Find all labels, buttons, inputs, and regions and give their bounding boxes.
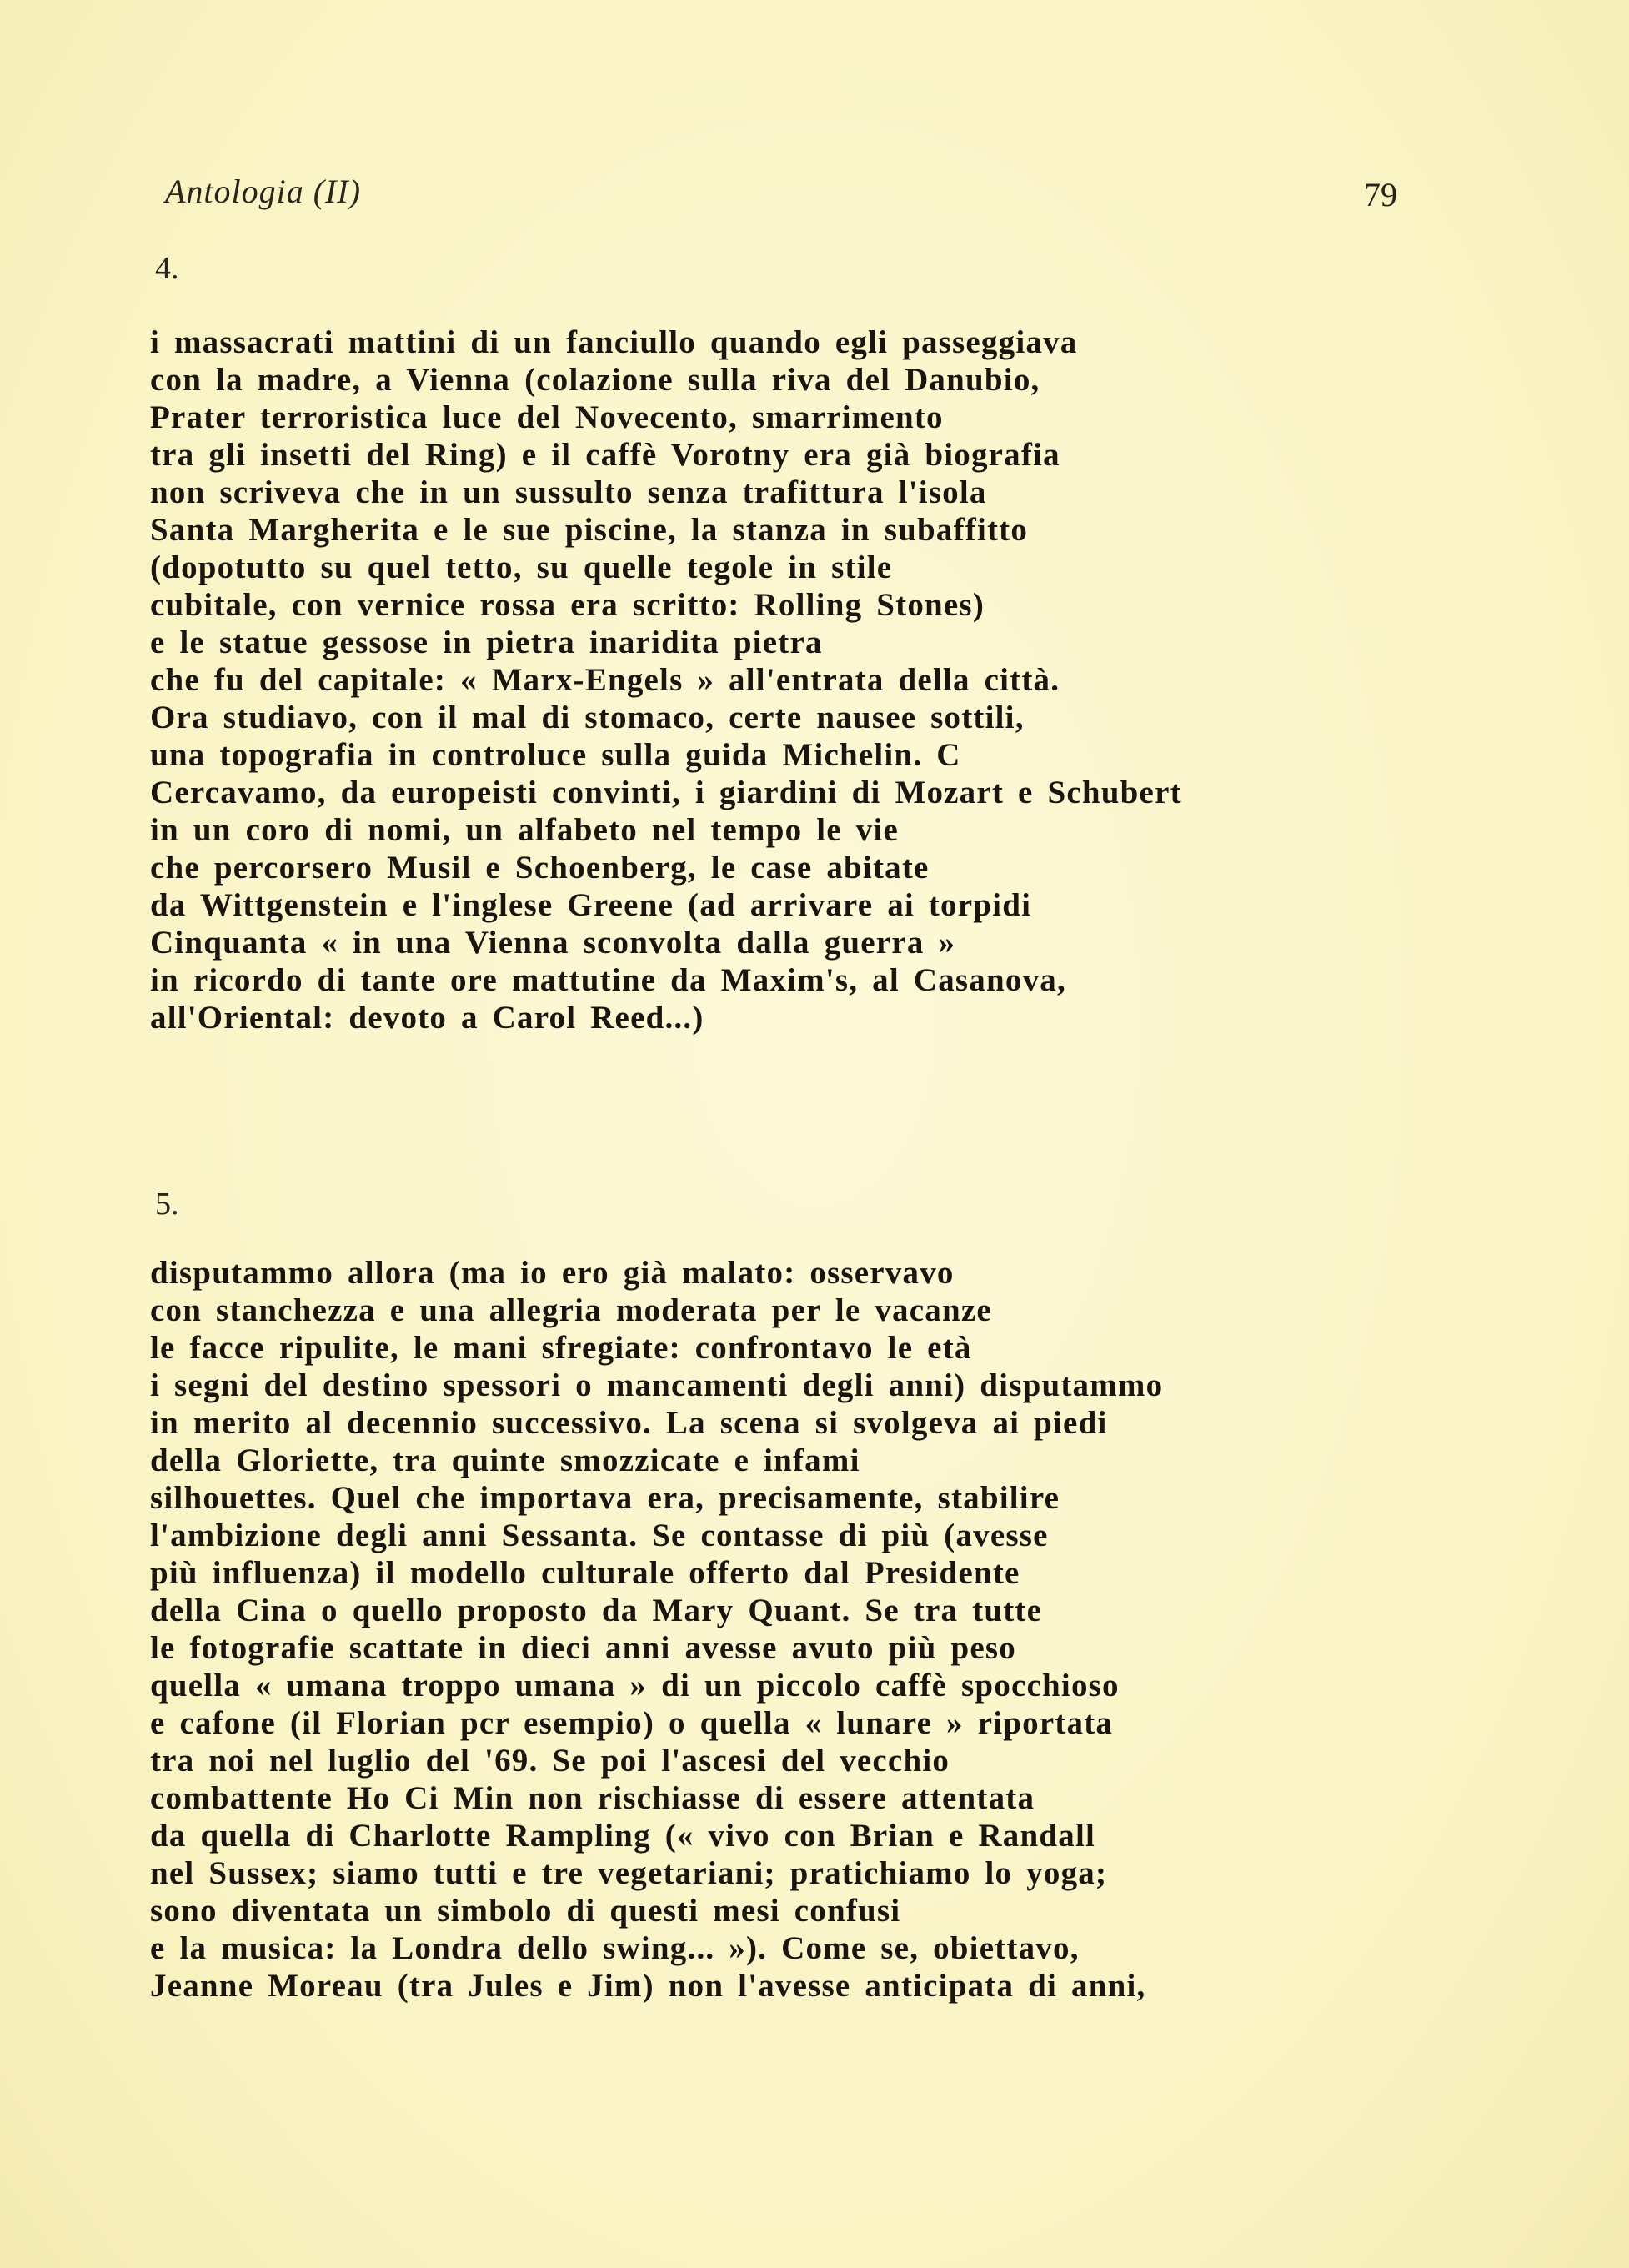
poem-line: silhouettes. Quel che importava era, precisamente, stabilire (150, 1480, 1060, 1516)
poem-line: della Cina o quello proposto da Mary Quant. Se tra tutte (150, 1593, 1043, 1628)
poem-line: Santa Margherita e le sue piscine, la stanza in subaffitto (150, 512, 1029, 548)
poem-line: le facce ripulite, le mani sfregiate: confrontavo le età (150, 1330, 972, 1366)
poem-line: tra noi nel luglio del '69. Se poi l'ascesi del vecchio (150, 1743, 950, 1779)
poem-line: più influenza) il modello culturale offerto dal Presidente (150, 1555, 1020, 1591)
poem-line: le fotografie scattate in dieci anni avesse avuto più peso (150, 1630, 1016, 1666)
poem-line: Prater terroristica luce del Novecento, smarrimento (150, 399, 944, 435)
poem-line: e le statue gessose in pietra inaridita pietra (150, 625, 823, 660)
poem-line: della Gloriette, tra quinte smozzicate e infami (150, 1443, 860, 1478)
poem-line: Cercavamo, da europeisti convinti, i giardini di Mozart e Schubert (150, 775, 1182, 810)
poem-line: in un coro di nomi, un alfabeto nel tempo le vie (150, 812, 899, 848)
poem-line: che percorsero Musil e Schoenberg, le case abitate (150, 850, 930, 886)
poem-line: e la musica: la Londra dello swing... »). Come se, obiettavo, (150, 1930, 1080, 1966)
poem-line: con la madre, a Vienna (colazione sulla riva del Danubio, (150, 362, 1040, 398)
poem-line: (dopotutto su quel tetto, su quelle tegole in stile (150, 549, 893, 585)
poem-line: tra gli insetti del Ring) e il caffè Vorotny era già biografia (150, 437, 1060, 473)
poem-line: disputammo allora (ma io ero già malato: osservavo (150, 1255, 955, 1291)
poem-section-5 (150, 1254, 1163, 2005)
poem-line: non scriveva che in un sussulto senza trafittura l'isola (150, 474, 987, 510)
poem-line: una topografia in controluce sulla guida Michelin. C (150, 737, 961, 773)
poem-line: che fu del capitale: « Marx-Engels » all'entrata della città. (150, 662, 1060, 698)
section-number: 4. (155, 251, 179, 286)
poem-line: Cinquanta « in una Vienna sconvolta dalla guerra » (150, 925, 956, 961)
poem-line: nel Sussex; siamo tutti e tre vegetariani; pratichiamo lo yoga; (150, 1855, 1108, 1891)
header-title: Antologia (II) (165, 173, 362, 210)
poem-line: Jeanne Moreau (tra Jules e Jim) non l'avesse anticipata di anni, (150, 1968, 1146, 2004)
poem-line: in ricordo di tante ore mattutine da Maxim's, al Casanova, (150, 962, 1066, 998)
poem-line: l'ambizione degli anni Sessanta. Se contasse di più (avesse (150, 1518, 1049, 1553)
poem-line: da Wittgenstein e l'inglese Greene (ad arrivare ai torpidi (150, 887, 1032, 923)
poem-line: con stanchezza e una allegria moderata per le vacanze (150, 1292, 992, 1328)
poem-line: sono diventata un simbolo di questi mesi confusi (150, 1893, 901, 1929)
section-number: 5. (155, 1187, 179, 1222)
poem-line: e cafone (il Florian pcr esempio) o quella « lunare » riportata (150, 1705, 1114, 1741)
poem-line: da quella di Charlotte Rampling (« vivo con Brian e Randall (150, 1818, 1096, 1854)
poem-line: i segni del destino spessori o mancamenti degli anni) disputammo (150, 1367, 1164, 1403)
poem-line: in merito al decennio successivo. La scena si svolgeva ai piedi (150, 1405, 1108, 1441)
poem-line: Ora studiavo, con il mal di stomaco, certe nausee sottili, (150, 700, 1025, 735)
poem-line: combattente Ho Ci Min non rischiasse di essere attentata (150, 1780, 1035, 1816)
poem-line: quella « umana troppo umana » di un piccolo caffè spocchioso (150, 1668, 1120, 1704)
poem-line: all'Oriental: devoto a Carol Reed...) (150, 1000, 704, 1036)
poem-line: cubitale, con vernice rossa era scritto: Rolling Stones) (150, 587, 985, 623)
poem-line: i massacrati mattini di un fanciullo quando egli passeggiava (150, 324, 1078, 360)
poem-section-4 (150, 324, 1182, 1036)
page-number: 79 (1364, 176, 1397, 213)
